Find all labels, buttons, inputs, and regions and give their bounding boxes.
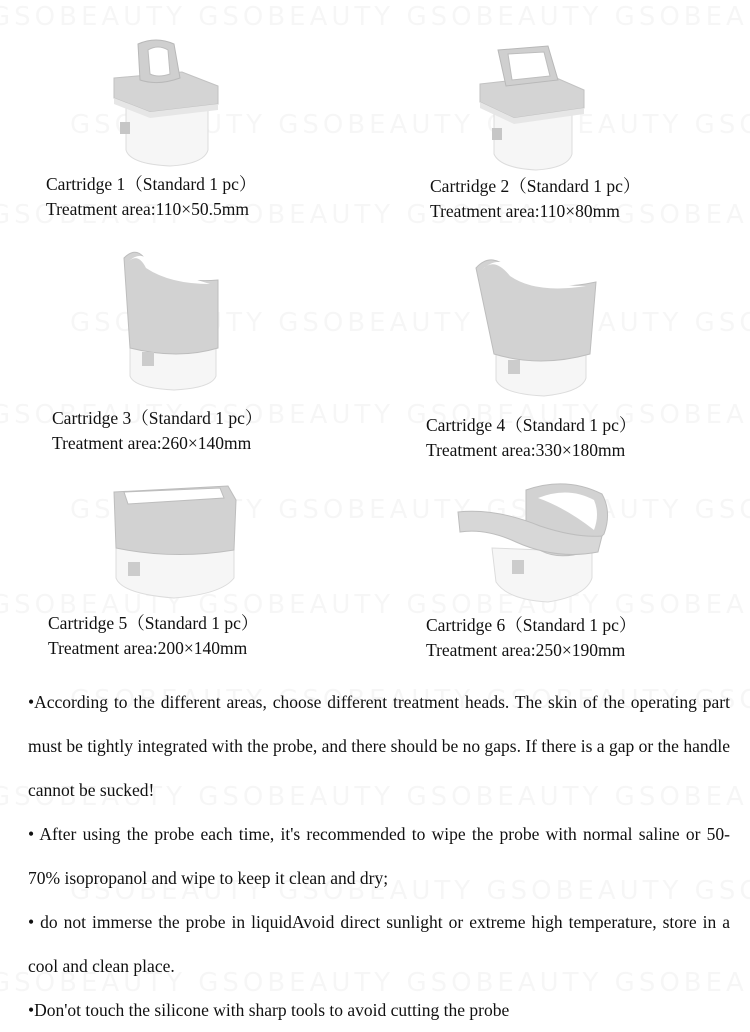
cartridge-6-caption (426, 613, 636, 663)
cartridge-name: Cartridge 3（Standard 1 pc） (52, 408, 263, 428)
cartridge-name: Cartridge 1（Standard 1 pc） (46, 174, 257, 194)
treatment-area: Treatment area:110×50.5mm (46, 199, 249, 219)
treatment-area: Treatment area:110×80mm (430, 201, 620, 221)
usage-notes (28, 680, 730, 1032)
treatment-area: Treatment area:250×190mm (426, 640, 626, 660)
cartridge-name: Cartridge 2（Standard 1 pc） (430, 176, 641, 196)
treatment-area: Treatment area:260×140mm (52, 433, 252, 453)
cartridge-2-caption (430, 174, 640, 224)
treatment-area: Treatment area:200×140mm (48, 638, 248, 658)
cartridge-1-caption (46, 172, 256, 222)
cartridge-3-caption (52, 406, 262, 456)
watermark-row (0, 2, 750, 32)
cartridge-6-image (456, 478, 612, 610)
cartridge-4-caption (426, 413, 636, 463)
cartridge-1-image (110, 38, 222, 173)
cartridge-name: Cartridge 6（Standard 1 pc） (426, 615, 637, 635)
cartridge-5-image (110, 478, 242, 606)
cartridge-4-image (470, 250, 602, 400)
cartridge-3-image (118, 244, 228, 394)
note-item: •Don'ot touch the silicone with sharp tools to avoid cutting the probe (28, 1000, 510, 1020)
note-item: •According to the different areas, choose different treatment heads. The skin of the operating part must be tightly integrated with the probe, and there should be no gaps. If there is a gap or the handle cannot be sucked! (28, 692, 730, 800)
cartridge-2-image (476, 40, 588, 175)
treatment-area: Treatment area:330×180mm (426, 440, 626, 460)
cartridge-name: Cartridge 4（Standard 1 pc） (426, 415, 637, 435)
cartridge-5-caption (48, 611, 258, 661)
note-item: • do not immerse the probe in liquidAvoid direct sunlight or extreme high temperature, store in a cool and clean place. (28, 912, 730, 976)
cartridge-name: Cartridge 5（Standard 1 pc） (48, 613, 259, 633)
note-item: • After using the probe each time, it's recommended to wipe the probe with normal saline or 50-70% isopropanol and wipe to keep it clean and dry; (28, 824, 730, 888)
